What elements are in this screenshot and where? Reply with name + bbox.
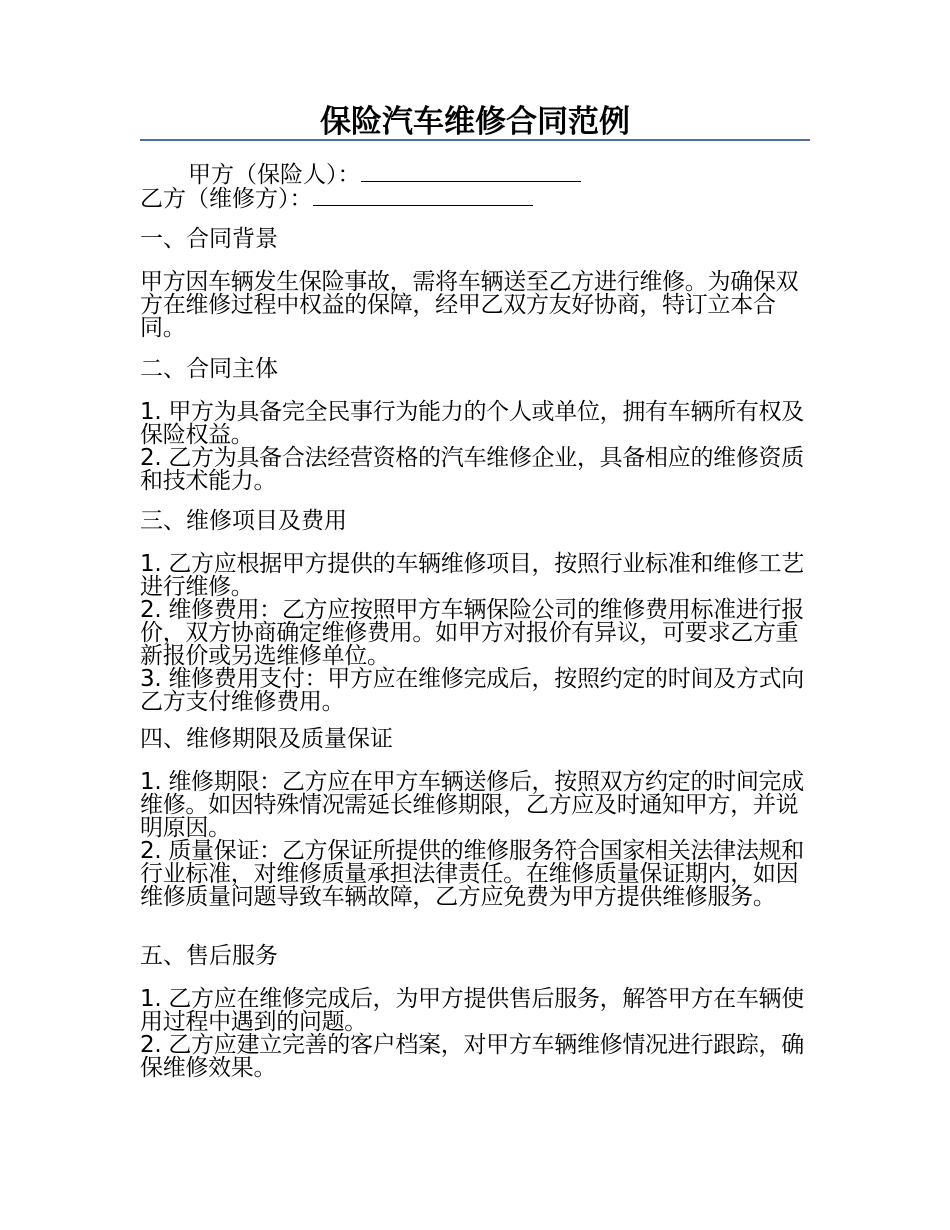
list-item: 2. 质量保证：乙方保证所提供的维修服务符合国家相关法律法规和行业标准，对维修质量承担法律责任。在维修质量保证期内，如因维修质量问题导致车辆故障，乙方应免费为甲方提供维修服务。 bbox=[140, 838, 804, 910]
list-item: 3. 维修费用支付：甲方应在维修完成后，按照约定的时间及方式向乙方支付维修费用。 bbox=[140, 666, 804, 715]
section-heading: 一、合同背景 bbox=[140, 226, 278, 252]
document-title: 保险汽车维修合同范例 bbox=[320, 104, 630, 140]
list-item: 1. 乙方应在维修完成后，为甲方提供售后服务，解答甲方在车辆使用过程中遇到的问题。 bbox=[140, 986, 804, 1035]
section-body bbox=[140, 553, 812, 714]
section-body bbox=[140, 771, 812, 909]
party-a-blank bbox=[361, 163, 581, 182]
list-item: 2. 乙方为具备合法经营资格的汽车维修企业，具备相应的维修资质和技术能力。 bbox=[140, 445, 804, 494]
section-body bbox=[140, 988, 812, 1080]
list-item: 1. 甲方为具备完全民事行为能力的个人或单位，拥有车辆所有权及保险权益。 bbox=[140, 399, 804, 448]
party-b-blank bbox=[313, 187, 533, 206]
section-body bbox=[140, 401, 812, 493]
section-heading: 三、维修项目及费用 bbox=[140, 508, 347, 534]
list-item: 2. 维修费用：乙方应按照甲方车辆保险公司的维修费用标准进行报价，双方协商确定维修费用。如甲方对报价有异议，可要求乙方重新报价或另选维修单位。 bbox=[140, 597, 804, 669]
paragraph: 甲方因车辆发生保险事故，需将车辆送至乙方进行维修。为确保双方在维修过程中权益的保障，经甲乙双方友好协商，特订立本合同。 bbox=[140, 269, 799, 341]
title-underline bbox=[140, 139, 810, 141]
list-item: 1. 维修期限：乙方应在甲方车辆送修后，按照双方约定的时间完成维修。如因特殊情况需延长维修期限，乙方应及时通知甲方，并说明原因。 bbox=[140, 769, 804, 841]
section-body bbox=[140, 271, 812, 340]
list-item: 2. 乙方应建立完善的客户档案，对甲方车辆维修情况进行跟踪，确保维修效果。 bbox=[140, 1032, 804, 1081]
party-b-line bbox=[140, 186, 533, 212]
party-b-label: 乙方（维修方）： bbox=[140, 186, 313, 212]
section-heading: 四、维修期限及质量保证 bbox=[140, 726, 393, 752]
party-a-label: 甲方（保险人）： bbox=[188, 162, 361, 188]
list-item: 1. 乙方应根据甲方提供的车辆维修项目，按照行业标准和维修工艺进行维修。 bbox=[140, 551, 804, 600]
section-heading: 五、售后服务 bbox=[140, 943, 278, 969]
section-heading: 二、合同主体 bbox=[140, 356, 278, 382]
party-a-line bbox=[188, 162, 581, 188]
